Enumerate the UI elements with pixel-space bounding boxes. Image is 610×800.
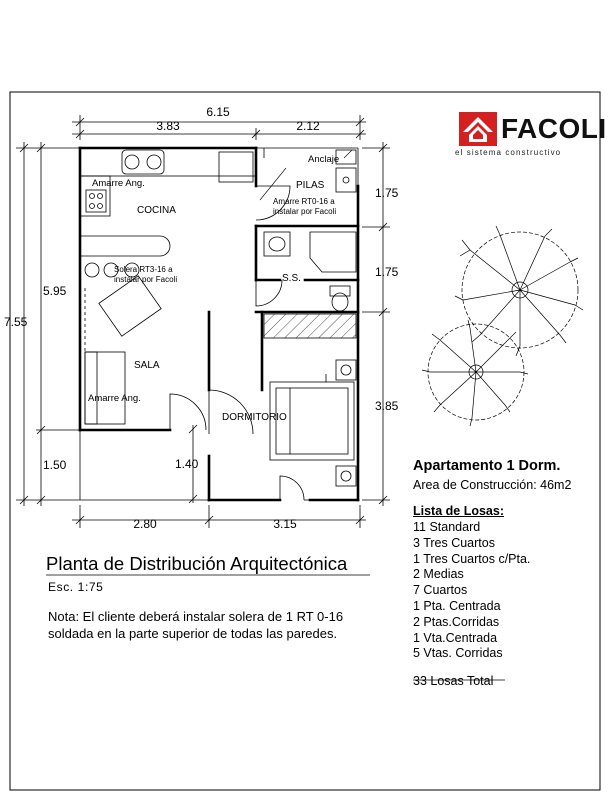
slab-list-item: 1 Pta. Centrada xyxy=(413,598,501,613)
slab-list-heading: Lista de Losas: xyxy=(413,504,504,518)
room-label-pilas: PILAS xyxy=(296,180,325,191)
dim-total-width: 6.15 xyxy=(206,105,230,119)
dim-left-lower: 1.50 xyxy=(43,458,67,472)
dim-left-overall: 7.55 xyxy=(4,315,28,329)
dim-right-c: 3.85 xyxy=(375,399,399,413)
logo-wordmark: FACOLI xyxy=(501,113,607,144)
dim-top-left: 3.83 xyxy=(156,119,180,133)
apartment-info-panel xyxy=(413,458,603,688)
construction-area: Area de Construcción: 46m2 xyxy=(413,478,572,492)
dim-right-a: 1.75 xyxy=(375,186,399,200)
dim-bottom-right: 3.15 xyxy=(273,517,297,531)
logo-tagline: el sistema constructivo xyxy=(455,148,562,157)
room-label-sala: SALA xyxy=(134,360,160,371)
apartment-title: Apartamento 1 Dorm. xyxy=(413,458,561,474)
note-amarre-top: Amarre Ang. xyxy=(92,178,145,189)
dim-bottom-left: 2.80 xyxy=(133,517,157,531)
slab-list-item: 3 Tres Cuartos xyxy=(413,535,495,550)
note-amarre-rt0-2: instalar por Facoli xyxy=(273,207,337,216)
note-anclaje: Anclaje xyxy=(308,154,340,165)
plan-note: Nota: El cliente deberá instalar solera de 1 RT 0-16 soldada en la parte superior de todas las paredes. xyxy=(48,609,344,641)
dim-top-right: 2.12 xyxy=(296,119,320,133)
dim-right-b: 1.75 xyxy=(375,265,399,279)
door-swings xyxy=(170,186,310,500)
note-amarre-rt0-1: Amarre RT0-16 a xyxy=(273,197,335,206)
slab-list xyxy=(413,520,603,662)
slab-list-item: 7 Cuartos xyxy=(413,583,468,598)
slab-list-item: 2 Medias xyxy=(413,567,464,582)
dim-left-upper: 5.95 xyxy=(43,284,67,298)
note-amarre-sala: Amarre Ang. xyxy=(88,393,141,404)
slab-list-item: 1 Vta.Centrada xyxy=(413,630,498,645)
room-label-dormitorio: DORMITORIO xyxy=(222,412,287,423)
bedroom-furniture xyxy=(270,360,356,486)
facoli-logo-mark-icon xyxy=(459,112,499,146)
note-solera-2: instalar por Facoli xyxy=(114,275,178,284)
slab-list-item: 2 Ptas.Corridas xyxy=(413,614,500,629)
plan-scale: Esc. 1:75 xyxy=(48,580,104,594)
slab-total: 33 Losas Total xyxy=(413,674,494,689)
kitchen-counters xyxy=(80,148,256,424)
closet-hatch xyxy=(264,314,356,338)
slab-list-item: 5 Vtas. Corridas xyxy=(413,646,503,661)
dim-inner-step: 1.40 xyxy=(175,457,199,471)
room-label-cocina: COCINA xyxy=(137,205,176,216)
slab-list-item: 1 Tres Cuartos c/Pta. xyxy=(413,551,531,566)
tree-symbols xyxy=(422,226,583,426)
slab-list-item: 11 Standard xyxy=(413,520,481,534)
bathroom-fixtures xyxy=(264,232,356,311)
facoli-logo xyxy=(455,112,607,158)
plan-title: Planta de Distribución Arquitectónica xyxy=(46,553,348,574)
room-label-ss: S.S. xyxy=(282,273,301,284)
note-solera-1: Solera RT3-16 a xyxy=(114,265,173,274)
